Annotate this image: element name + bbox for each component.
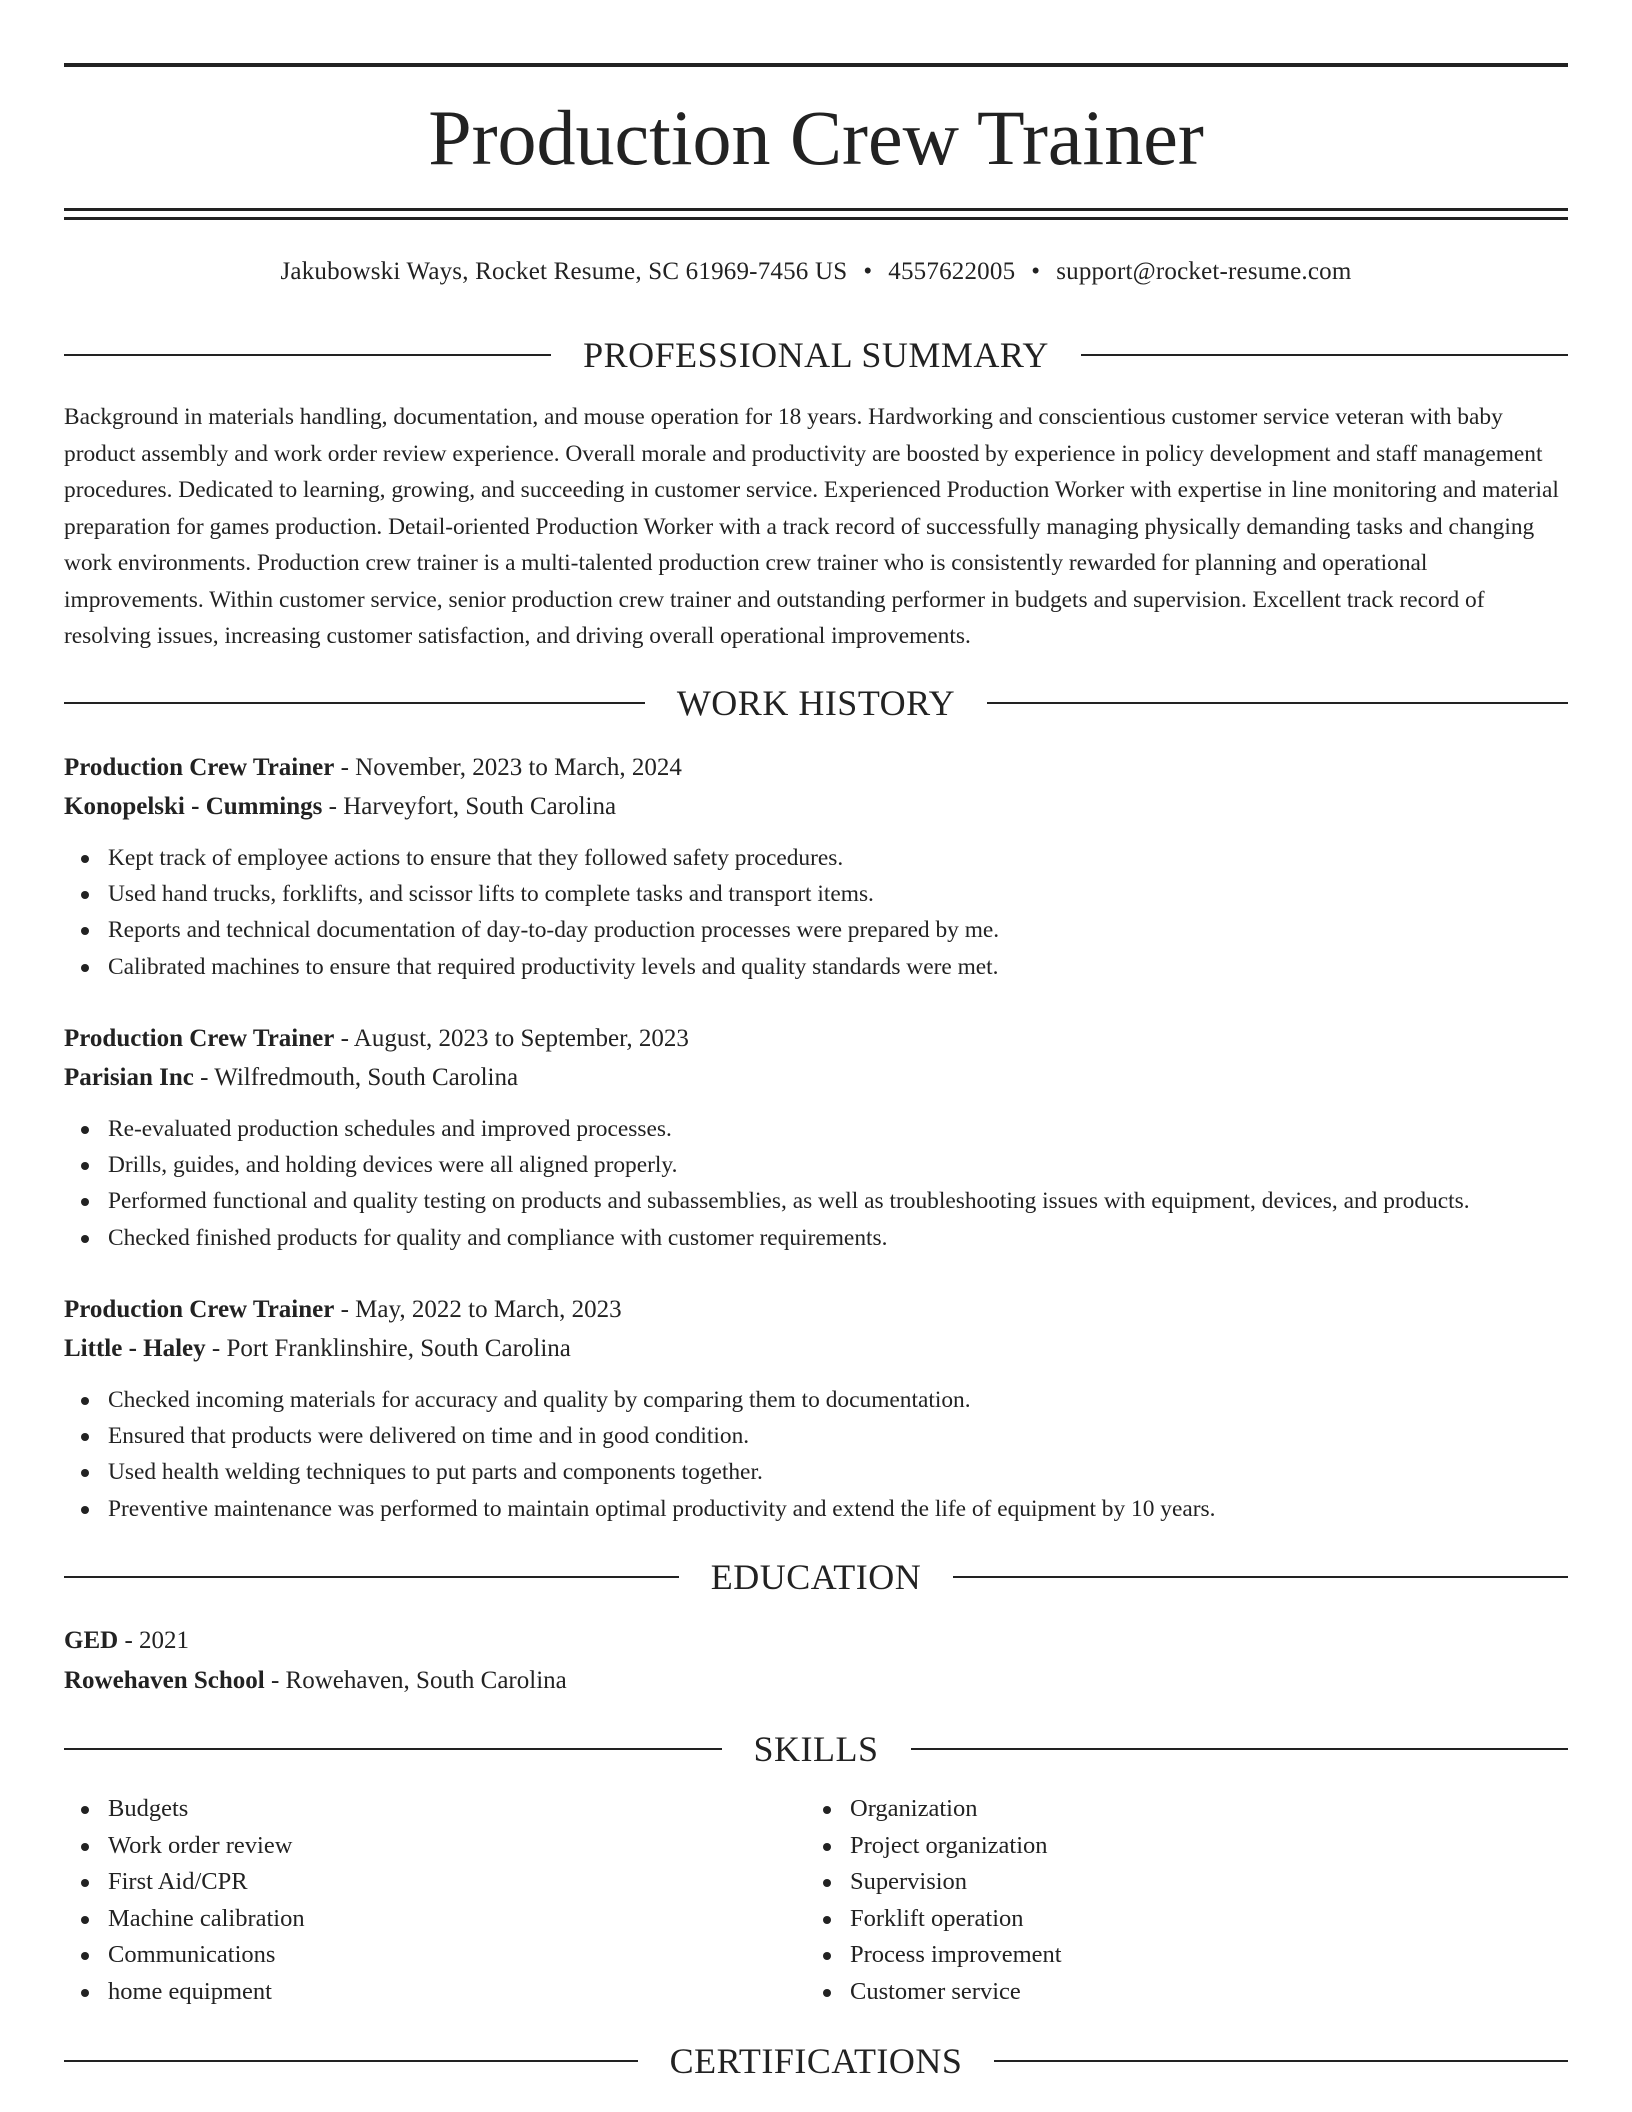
job-company-line [64,1058,1568,1097]
job-entry [64,748,1568,985]
section-title: PROFESSIONAL SUMMARY [583,335,1049,375]
divider [1081,354,1568,356]
job-dates: - May, 2022 to March, 2023 [334,1296,622,1323]
section-heading-education [64,1555,1568,1599]
skill-item: Organization [806,1791,1506,1828]
education-school: Rowehaven School [64,1667,265,1694]
job-title: Production Crew Trainer [64,1296,335,1323]
contact-line [64,254,1568,290]
job-dates: - November, 2023 to March, 2024 [334,754,682,781]
job-location: - Harveyfort, South Carolina [322,793,617,820]
divider [64,2060,638,2062]
job-bullets [64,1111,1568,1256]
skills-list-left [64,1791,764,2010]
skill-item: Budgets [64,1791,764,1828]
job-title: Production Crew Trainer [64,754,335,781]
divider [64,354,551,356]
divider [953,1576,1568,1578]
divider [911,1748,1569,1750]
skill-item: Project organization [806,1828,1506,1865]
skill-item: Forklift operation [806,1901,1506,1938]
list-item: Preventive maintenance was performed to maintain optimal productivity and extend the life of equipment by 10 years. [64,1491,1568,1527]
job-location: - Wilfredmouth, South Carolina [193,1064,519,1091]
job-company: Little - Haley [64,1335,206,1362]
divider [64,1748,722,1750]
list-item: Used health welding techniques to put parts and components together. [64,1454,1568,1490]
job-entry [64,1290,1568,1527]
contact-address: Jakubowski Ways, Rocket Resume, SC 61969-7456 US [280,258,848,285]
skill-item: Communications [64,1937,764,1974]
section-heading-certifications [64,2039,1568,2083]
job-company: Parisian Inc [64,1064,194,1091]
divider [64,702,645,704]
divider [987,702,1568,704]
list-item: Drills, guides, and holding devices were all aligned properly. [64,1147,1568,1183]
job-dates: - August, 2023 to September, 2023 [334,1025,689,1052]
summary-text: Background in materials handling, documentation, and mouse operation for 18 years. Hardworking and conscientious customer service veteran with baby product assembly and work order review experience. Overall morale and productivity are boosted by experience in policy development and staff management procedures. Dedicated to learning, growing, and succeeding in customer service. Experienced Production Worker with expertise in line monitoring and material preparation for games production. Detail-oriented Production Worker with a track record of successfully managing physically demanding tasks and changing work environments. Production crew trainer is a multi-talented production crew trainer who is consistently rewarded for planning and operational improvements. Within customer service, senior production crew trainer and outstanding performer in budgets and supervision. Excellent track record of resolving issues, increasing customer satisfaction, and driving overall operational improvements. [64,404,1559,649]
job-title: Production Crew Trainer [64,1025,335,1052]
job-bullets [64,1382,1568,1527]
job-title-line [64,748,1568,787]
job-bullets [64,840,1568,985]
list-item: Checked incoming materials for accuracy and quality by comparing them to documentation. [64,1382,1568,1418]
job-entry [64,1019,1568,1256]
education-year: - 2021 [118,1627,190,1654]
education-entry [64,1621,1568,1701]
divider [994,2060,1568,2062]
section-title: SKILLS [753,1729,879,1769]
list-item: Reports and technical documentation of day-to-day production processes were prepared by me. [64,912,1568,948]
list-item: Checked finished products for quality and compliance with customer requirements. [64,1220,1568,1256]
list-item: Kept track of employee actions to ensure that they followed safety procedures. [64,840,1568,876]
list-item: Re-evaluated production schedules and improved processes. [64,1111,1568,1147]
education-location: - Rowehaven, South Carolina [264,1667,567,1694]
education-degree: GED [64,1627,119,1654]
header-top-rule [64,63,1568,67]
job-company-line [64,1329,1568,1368]
section-title: EDUCATION [710,1557,922,1597]
section-title: CERTIFICATIONS [669,2041,963,2081]
job-title-line [64,1290,1568,1329]
contact-email[interactable]: support@rocket-resume.com [1056,258,1352,285]
divider [64,1576,679,1578]
skills-list-right [806,1791,1506,2010]
skill-item: First Aid/CPR [64,1864,764,1901]
education-school-line [64,1661,1568,1701]
list-item: Performed functional and quality testing on products and subassemblies, as well as troubleshooting issues with equipment, devices, and products. [64,1183,1568,1219]
skill-item: Work order review [64,1828,764,1865]
section-title: WORK HISTORY [676,683,956,723]
contact-phone: 4557622005 [888,258,1016,285]
section-heading-summary [64,333,1568,377]
job-company-line [64,787,1568,826]
skill-item: Supervision [806,1864,1506,1901]
section-heading-skills [64,1727,1568,1771]
list-item: Ensured that products were delivered on time and in good condition. [64,1418,1568,1454]
education-degree-line [64,1621,1568,1661]
header-double-rule [64,208,1568,220]
skill-item: Customer service [806,1974,1506,2011]
skill-item: Process improvement [806,1937,1506,1974]
list-item: Calibrated machines to ensure that required productivity levels and quality standards were met. [64,949,1568,985]
skill-item: home equipment [64,1974,764,2011]
section-heading-work [64,681,1568,725]
job-title-line [64,1019,1568,1058]
skill-item: Machine calibration [64,1901,764,1938]
contact-separator: • [863,258,873,285]
list-item: Used hand trucks, forklifts, and scissor lifts to complete tasks and transport items. [64,876,1568,912]
contact-separator: • [1031,258,1041,285]
page-title: Production Crew Trainer [428,94,1204,181]
job-location: - Port Franklinshire, South Carolina [205,1335,571,1362]
job-company: Konopelski - Cummings [64,793,323,820]
